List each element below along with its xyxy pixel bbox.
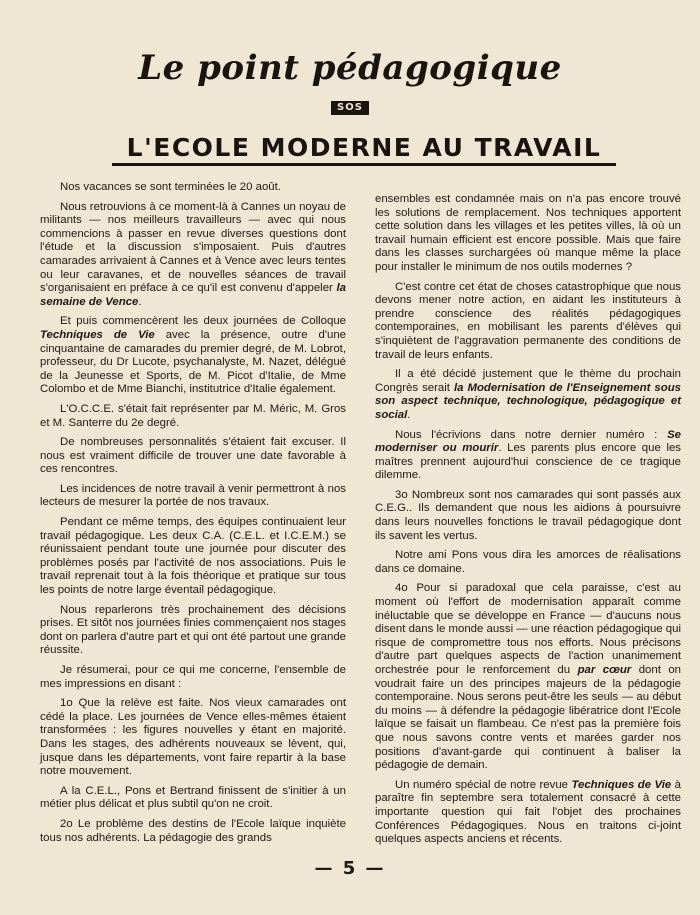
sos-logo-icon: SOS	[331, 101, 369, 115]
paragraph	[40, 785, 346, 812]
paragraph	[375, 489, 681, 543]
paragraph-text: Je résumerai, pour ce qui me concerne, l'ensemble de mes impressions en disant :	[40, 664, 346, 690]
paragraph-text: De nombreuses personnalités s'étaient fait excuser. Il nous est vraiment difficile de trouver une date favorable à ces rencontres.	[40, 436, 346, 476]
page-number: — 5 —	[314, 858, 386, 879]
emphasis-text: la Modernisation de l'Enseignement sous son aspect technique, technologique, pédagogique et social	[375, 381, 681, 421]
paragraph-text: Nous reparlerons très prochainement des décisions prises. Et sitôt nos journées finies commençaient nos stages dont on parlera d'autre part et qui ont été partout une grande réussite.	[40, 603, 346, 657]
paragraph-text: ensembles est condamnée mais on n'a pas encore trouvé les solutions de remplacement. Nos techniques apportent cette solution dans les villages et les petites villes, là où un travail humain efficient est encore possible. Mais que faire dans les classes surchargées où manque même la place pour installer le minimum de nos outils modernes ?	[375, 193, 681, 273]
paragraph-text: à paraître fin septembre sera totalement consacré à cette importante question qui fait l'objet des prochaines Conférences Pédagogiques. Nous en traitons ci-joint quelques aspects anciens et récents.	[375, 778, 682, 846]
paragraph	[40, 604, 346, 658]
emphasis-text: par cœur	[577, 664, 632, 676]
paragraph-text: Notre ami Pons vous dira les amorces de réalisations dans ce domaine.	[375, 549, 681, 575]
paragraph	[40, 201, 346, 310]
emphasis-text: la semaine de Vence	[40, 282, 346, 308]
paragraph-text: 3o Nombreux sont nos camarades qui sont passés aux C.E.G.. Ils demandent que nous les aidions à poursuivre dans leurs nouvelles fonctions le travail pédagogique dont ils savent les vertus.	[375, 488, 681, 542]
paragraph-text: 2o Le problème des destins de l'Ecole laïque inquiète tous nos adhérents. La pédagogie des grands	[40, 817, 346, 844]
paragraph	[40, 516, 346, 598]
section-kicker: Le point pédagogique	[138, 48, 562, 88]
paragraph-text: 1o Que la relève est faite. Nos vieux camarades ont cédé la place. Les journées de Vence elles-mêmes étaient transformées : les figures nouvelles y étant en majorité. Dans les stages, des adhérents nouveaux se lèvent, qui, jusque dans les départements, vont faire repartir à la base notre mouvement.	[40, 697, 346, 778]
paragraph-text: Et puis commencèrent les deux journées de Colloque	[60, 315, 346, 328]
paragraph-text: Un numéro spécial de notre revue	[395, 778, 572, 791]
paragraph-text: Pendant ce même temps, des équipes continuaient leur travail pédagogique. Les deux C.A. (C.E.L. et I.C.E.M.) se réunissaient pendant toute une journée pour discuter des problèmes posés par l'activité de nos associations. Puis le travail reprenait tout à la fois théorique et pratique sur tous les points de notre large éventail pédagogique.	[40, 516, 346, 597]
paragraph	[375, 193, 681, 275]
paragraph-text: Nos vacances se sont terminées le 20 août.	[60, 181, 281, 193]
paragraph-text: .	[138, 295, 142, 308]
paragraph	[40, 664, 346, 691]
paragraph	[375, 582, 681, 772]
left-text-column	[40, 181, 346, 851]
paragraph	[40, 315, 346, 397]
paragraph	[375, 779, 681, 847]
emphasis-text: Techniques de Vie	[571, 778, 672, 791]
paragraph-text: . Les parents plus encore que les maîtres prennent aujourd'hui conscience de ce tragique dilemme.	[375, 442, 681, 482]
emphasis-text: Se moderniser ou mourir	[375, 428, 681, 455]
paragraph	[40, 436, 346, 477]
paragraph-text: dont on voudrait faire un des principes majeurs de la pédagogie contemporaine. Nous serons peut-être les seuls — au début du moins — à défendre la pédagogie libératrice dont l'Ecole laïque se faisait un flambeau. Ce n'est pas la première fois que nous savons contre vents et marées garder nos positions d'avant-garde qui continuent à baliser la pédagogie de demain.	[375, 664, 681, 772]
paragraph-text: Les incidences de notre travail à venir permettront à nos lecteurs de mesurer la portée de nos travaux.	[40, 482, 346, 509]
paragraph-text: Nous retrouvions à ce moment-là à Cannes un noyau de militants — nos meilleurs travailleurs — avec qui nous commencions à passer en revue diverses questions dont l'étude et la discussion s'imposaient. Puis d'autres camarades arrivaient à Cannes et à Vence avec leurs tentes ou leur caravanes, et de nouvelles séances de travail s'organisaient en préface à ce qu'il est convenu d'appeler	[40, 200, 346, 295]
paragraph-text: C'est contre cet état de choses catastrophique que nous devons mener notre action, en aidant les instituteurs à prendre conscience des réalités pédagogiques contemporaines, en mobilisant les parents d'élèves qui s'inquiètent de l'aggravation permanente des conditions de travail de leurs enfants.	[375, 280, 681, 361]
paragraph-text: Il a été décidé justement que le thème du prochain Congrès serait	[375, 368, 681, 394]
paragraph	[40, 403, 346, 430]
paragraph-text: 4o Pour si paradoxal que cela paraisse, c'est au moment où l'effort de modernisation apparaît comme inéluctable que se développe en France — d'aucuns nous disent dans le monde aussi — une réaction pédagogique qui risque de compromettre tous nos efforts. Nous précisons d'autre part quelques aspects de l'action unanimement orchestrée pour le renforcement du	[375, 582, 681, 676]
paragraph-text: Nous l'écrivions dans notre dernier numéro :	[395, 428, 668, 441]
paragraph-text: avec la présence, outre d'une cinquantaine de camarades du premier degré, de M. Lobrot, professeur, du Dr Lucote, psychanalyste, M. Nazet, délégué de la Jeunesse et Sports, de M. Picot d'Italie, de Mme Colombo et de Mme Bianchi, institutrice d'Italie également.	[40, 328, 346, 396]
paragraph-text: A la C.E.L., Pons et Bertrand finissent de s'initier à un métier plus délicat et plus subtil qu'on ne croit.	[40, 784, 346, 811]
article-headline: L'ECOLE MODERNE AU TRAVAIL	[112, 133, 616, 166]
paragraph	[375, 549, 681, 576]
paragraph	[40, 697, 346, 779]
paragraph	[375, 368, 681, 422]
paragraph	[375, 281, 681, 363]
right-text-column	[375, 193, 681, 853]
paragraph-text: L'O.C.C.E. s'était fait représenter par M. Méric, M. Gros et M. Santerre du 2e degré.	[40, 402, 346, 429]
paragraph	[40, 818, 346, 845]
paragraph	[40, 181, 346, 195]
paragraph	[40, 483, 346, 510]
emphasis-text: Techniques de Vie	[40, 328, 155, 341]
paragraph-text: .	[407, 408, 411, 421]
paragraph	[375, 429, 681, 483]
